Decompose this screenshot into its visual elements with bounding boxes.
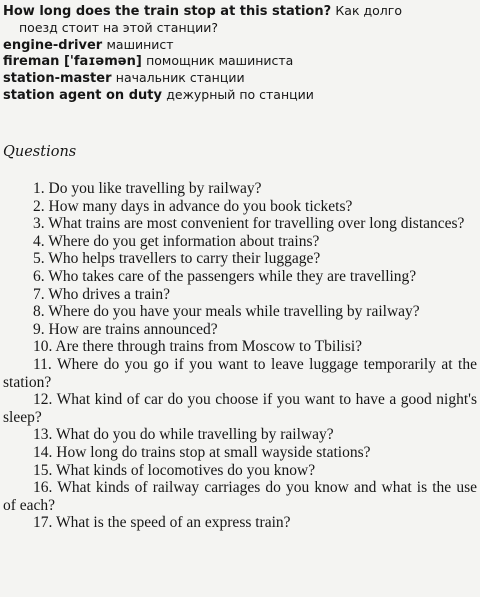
vocabulary-term: How long does the train stop at this station? <box>3 4 332 19</box>
question-item: 4. Where do you get information about trains? <box>33 232 320 250</box>
vocabulary-term: engine-driver <box>3 37 103 53</box>
vocabulary-entry-continuation <box>3 20 477 37</box>
question-item: 14. How long do trains stop at small wayside stations? <box>33 443 371 461</box>
question-item: 2. How many days in advance do you book tickets? <box>33 197 353 215</box>
question-item: 8. Where do you have your meals while travelling by railway? <box>33 303 420 321</box>
vocabulary-entry <box>3 70 477 87</box>
section-heading: Questions <box>3 144 77 160</box>
question-item: 10. Are there through trains from Moscow to Tbilisi? <box>33 338 363 356</box>
vocabulary-translation: дежурный по станции <box>166 86 314 102</box>
vocabulary-translation: начальник станции <box>115 70 245 86</box>
question-item: 11. Where do you go if you want to leave luggage temporarily at the station? <box>3 355 477 391</box>
vocabulary-term: station agent on duty <box>3 87 162 103</box>
questions-list <box>3 180 477 532</box>
question-item: 13. What do you do while travelling by railway? <box>33 426 334 444</box>
question-item: 12. What kind of car do you choose if you want to have a good night's sleep? <box>3 391 477 426</box>
vocabulary-term: station-master <box>3 71 112 87</box>
question-item: 3. What trains are most convenient for travelling over long distances? <box>33 215 465 233</box>
question-item: 5. Who helps travellers to carry their luggage? <box>33 250 321 268</box>
question-item: 1. Do you like travelling by railway? <box>33 180 262 197</box>
vocabulary-translation: машинист <box>106 36 174 52</box>
question-item: 9. How are trains announced? <box>33 320 218 338</box>
vocabulary-translation: Как долго <box>335 3 402 18</box>
question-item: 16. What kinds of railway carriages do you know and what is the use of each? <box>3 479 477 514</box>
vocabulary-entry <box>3 53 477 70</box>
vocabulary-entry <box>3 3 477 20</box>
vocabulary-list <box>3 3 477 104</box>
vocabulary-translation: поезд стоит на этой станции? <box>19 19 219 35</box>
question-item: 6. Who takes care of the passengers while they are travelling? <box>33 267 417 285</box>
vocabulary-translation: помощник машиниста <box>146 53 294 69</box>
vocabulary-term: fireman ['faɪəmən] <box>3 54 142 70</box>
question-item: 17. What is the speed of an express train? <box>33 514 291 532</box>
question-item: 7. Who drives a train? <box>33 285 171 303</box>
question-item: 15. What kinds of locomotives do you know? <box>33 461 316 479</box>
vocabulary-entry <box>3 87 477 104</box>
vocabulary-entry <box>3 37 477 54</box>
